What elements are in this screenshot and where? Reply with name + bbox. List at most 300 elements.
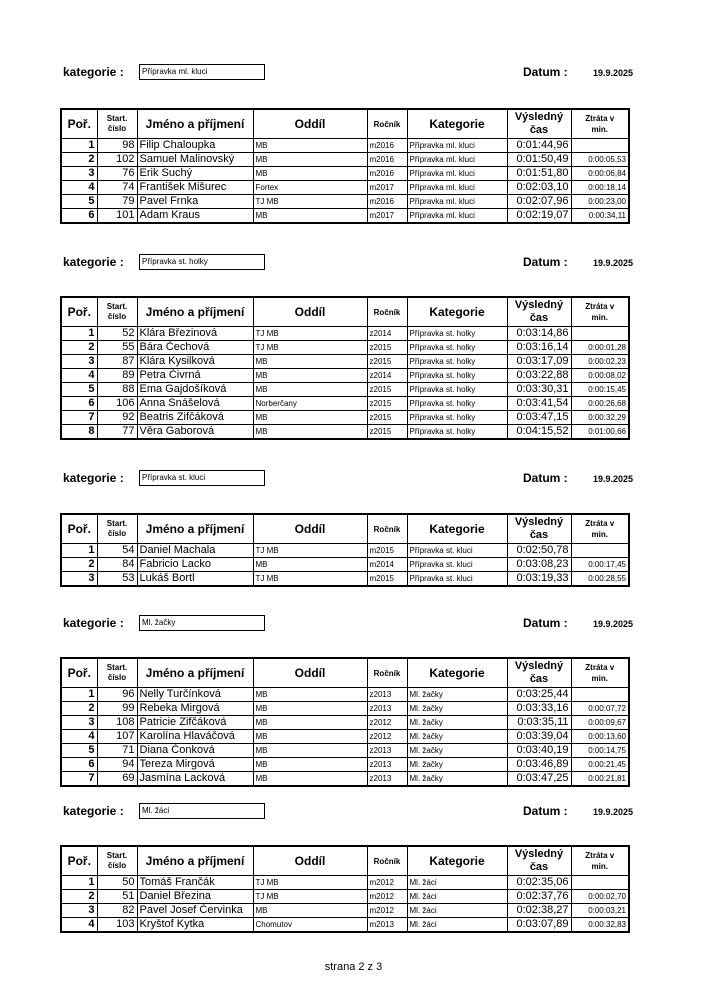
start-number: 88 bbox=[97, 383, 137, 397]
result-time: 0:03:14,86 bbox=[507, 327, 571, 341]
birth-year: z2015 bbox=[367, 355, 407, 369]
time-loss: 0:00:14,75 bbox=[571, 744, 629, 758]
club: MB bbox=[253, 772, 367, 787]
header-place: Poř. bbox=[61, 846, 97, 876]
header-row bbox=[61, 846, 629, 876]
place: 3 bbox=[61, 716, 97, 730]
place: 2 bbox=[61, 558, 97, 572]
category: Přípravka st. holky bbox=[407, 327, 507, 341]
results-table bbox=[60, 657, 630, 787]
birth-year: z2013 bbox=[367, 744, 407, 758]
birth-year: z2013 bbox=[367, 758, 407, 772]
athlete-name: Věra Gaborová bbox=[137, 425, 253, 440]
place: 1 bbox=[61, 688, 97, 702]
category-label: kategorie : bbox=[63, 616, 124, 630]
athlete-name: Fabricio Lacko bbox=[137, 558, 253, 572]
date-label: Datum : bbox=[523, 255, 568, 269]
birth-year: m2014 bbox=[367, 558, 407, 572]
athlete-name: Klára Březinová bbox=[137, 327, 253, 341]
start-number: 103 bbox=[97, 918, 137, 933]
club: MB bbox=[253, 355, 367, 369]
athlete-name: Nelly Turčínková bbox=[137, 688, 253, 702]
header-start-number: Start. číslo bbox=[97, 514, 137, 544]
header-name: Jméno a příjmení bbox=[137, 658, 253, 688]
table-row bbox=[61, 397, 629, 411]
date-value: 19.9.2025 bbox=[593, 68, 634, 78]
birth-year: z2015 bbox=[367, 341, 407, 355]
category: Ml. žačky bbox=[407, 758, 507, 772]
place: 1 bbox=[61, 544, 97, 558]
header-row bbox=[61, 109, 629, 139]
header-time-loss: Ztráta v min. bbox=[571, 109, 629, 139]
category: Přípravka st. kluci bbox=[407, 558, 507, 572]
start-number: 74 bbox=[97, 181, 137, 195]
club: TJ MB bbox=[253, 341, 367, 355]
athlete-name: František Mišurec bbox=[137, 181, 253, 195]
time-loss: 0:00:26,68 bbox=[571, 397, 629, 411]
category: Přípravka st. holky bbox=[407, 383, 507, 397]
header-result-time: Výsledný čas bbox=[507, 846, 571, 876]
header-place: Poř. bbox=[61, 514, 97, 544]
birth-year: m2016 bbox=[367, 195, 407, 209]
header-name: Jméno a příjmení bbox=[137, 109, 253, 139]
time-loss: 0:00:17,45 bbox=[571, 558, 629, 572]
result-time: 0:03:22,88 bbox=[507, 369, 571, 383]
category: Ml. žačky bbox=[407, 772, 507, 787]
header-result-time: Výsledný čas bbox=[507, 297, 571, 327]
place: 1 bbox=[61, 139, 97, 153]
result-time: 0:03:30,31 bbox=[507, 383, 571, 397]
birth-year: z2015 bbox=[367, 411, 407, 425]
header-category: Kategorie bbox=[407, 514, 507, 544]
category: Ml. žáci bbox=[407, 876, 507, 890]
start-number: 96 bbox=[97, 688, 137, 702]
category-header bbox=[0, 470, 707, 490]
category: Přípravka st. holky bbox=[407, 355, 507, 369]
birth-year: z2015 bbox=[367, 425, 407, 440]
club: MB bbox=[253, 730, 367, 744]
club: MB bbox=[253, 716, 367, 730]
header-result-time: Výsledný čas bbox=[507, 658, 571, 688]
result-time: 0:02:03,10 bbox=[507, 181, 571, 195]
table-row bbox=[61, 355, 629, 369]
athlete-name: Kryštof Kytka bbox=[137, 918, 253, 933]
start-number: 89 bbox=[97, 369, 137, 383]
header-row bbox=[61, 514, 629, 544]
header-club: Oddíl bbox=[253, 109, 367, 139]
result-time: 0:03:07,89 bbox=[507, 918, 571, 933]
time-loss: 0:00:07,72 bbox=[571, 702, 629, 716]
club: MB bbox=[253, 411, 367, 425]
place: 2 bbox=[61, 890, 97, 904]
club: Chomutov bbox=[253, 918, 367, 933]
start-number: 99 bbox=[97, 702, 137, 716]
time-loss: 0:00:15,45 bbox=[571, 383, 629, 397]
table-row bbox=[61, 716, 629, 730]
table-row bbox=[61, 544, 629, 558]
start-number: 94 bbox=[97, 758, 137, 772]
start-number: 92 bbox=[97, 411, 137, 425]
category: Ml. žáci bbox=[407, 890, 507, 904]
header-category: Kategorie bbox=[407, 297, 507, 327]
result-time: 0:03:35,11 bbox=[507, 716, 571, 730]
category-label: kategorie : bbox=[63, 471, 124, 485]
start-number: 52 bbox=[97, 327, 137, 341]
start-number: 55 bbox=[97, 341, 137, 355]
category-label: kategorie : bbox=[63, 255, 124, 269]
birth-year: m2017 bbox=[367, 181, 407, 195]
header-time-loss: Ztráta v min. bbox=[571, 658, 629, 688]
result-time: 0:01:50,49 bbox=[507, 153, 571, 167]
category: Ml. žačky bbox=[407, 730, 507, 744]
place: 3 bbox=[61, 572, 97, 587]
athlete-name: Tereza Mirgová bbox=[137, 758, 253, 772]
category: Ml. žačky bbox=[407, 744, 507, 758]
place: 5 bbox=[61, 195, 97, 209]
header-start-number: Start. číslo bbox=[97, 109, 137, 139]
time-loss: 0:00:05,53 bbox=[571, 153, 629, 167]
category: Přípravka ml. kluci bbox=[407, 181, 507, 195]
category-header bbox=[0, 615, 707, 635]
result-time: 0:02:07,96 bbox=[507, 195, 571, 209]
birth-year: z2015 bbox=[367, 383, 407, 397]
table-row bbox=[61, 572, 629, 587]
time-loss: 0:00:18,14 bbox=[571, 181, 629, 195]
birth-year: z2014 bbox=[367, 327, 407, 341]
athlete-name: Anna Snášelová bbox=[137, 397, 253, 411]
table-row bbox=[61, 195, 629, 209]
birth-year: m2013 bbox=[367, 918, 407, 933]
header-birth-year: Ročník bbox=[367, 514, 407, 544]
athlete-name: Ema Gajdošíková bbox=[137, 383, 253, 397]
athlete-name: Klára Kysilková bbox=[137, 355, 253, 369]
header-place: Poř. bbox=[61, 658, 97, 688]
time-loss: 0:00:32,83 bbox=[571, 918, 629, 933]
date-value: 19.9.2025 bbox=[593, 807, 634, 817]
table-row bbox=[61, 327, 629, 341]
header-club: Oddíl bbox=[253, 514, 367, 544]
time-loss: 0:00:32,29 bbox=[571, 411, 629, 425]
table-row bbox=[61, 341, 629, 355]
athlete-name: Erik Suchý bbox=[137, 167, 253, 181]
header-start-number: Start. číslo bbox=[97, 658, 137, 688]
result-time: 0:03:19,33 bbox=[507, 572, 571, 587]
athlete-name: Karolína Hlaváčová bbox=[137, 730, 253, 744]
start-number: 98 bbox=[97, 139, 137, 153]
category: Přípravka st. holky bbox=[407, 341, 507, 355]
club: MB bbox=[253, 702, 367, 716]
start-number: 107 bbox=[97, 730, 137, 744]
result-time: 0:02:35,06 bbox=[507, 876, 571, 890]
athlete-name: Diana Čonková bbox=[137, 744, 253, 758]
start-number: 50 bbox=[97, 876, 137, 890]
result-time: 0:01:44,96 bbox=[507, 139, 571, 153]
place: 8 bbox=[61, 425, 97, 440]
category: Přípravka st. holky bbox=[407, 369, 507, 383]
header-row bbox=[61, 297, 629, 327]
club: Fortex bbox=[253, 181, 367, 195]
date-label: Datum : bbox=[523, 616, 568, 630]
result-time: 0:03:41,54 bbox=[507, 397, 571, 411]
place: 2 bbox=[61, 341, 97, 355]
birth-year: z2013 bbox=[367, 702, 407, 716]
table-row bbox=[61, 209, 629, 224]
start-number: 76 bbox=[97, 167, 137, 181]
time-loss: 0:00:09,67 bbox=[571, 716, 629, 730]
athlete-name: Daniel Březina bbox=[137, 890, 253, 904]
athlete-name: Adam Kraus bbox=[137, 209, 253, 224]
athlete-name: Samuel Malinovský bbox=[137, 153, 253, 167]
result-time: 0:03:16,14 bbox=[507, 341, 571, 355]
time-loss: 0:00:13,60 bbox=[571, 730, 629, 744]
time-loss: 0:01:00,66 bbox=[571, 425, 629, 440]
birth-year: m2015 bbox=[367, 572, 407, 587]
birth-year: z2015 bbox=[367, 397, 407, 411]
time-loss: 0:00:01,28 bbox=[571, 341, 629, 355]
place: 1 bbox=[61, 327, 97, 341]
start-number: 71 bbox=[97, 744, 137, 758]
place: 7 bbox=[61, 772, 97, 787]
start-number: 102 bbox=[97, 153, 137, 167]
athlete-name: Tomáš Frančák bbox=[137, 876, 253, 890]
header-start-number: Start. číslo bbox=[97, 297, 137, 327]
place: 4 bbox=[61, 369, 97, 383]
birth-year: m2012 bbox=[367, 876, 407, 890]
birth-year: m2012 bbox=[367, 904, 407, 918]
birth-year: m2015 bbox=[367, 544, 407, 558]
category: Ml. žáci bbox=[407, 904, 507, 918]
athlete-name: Lukáš Bortl bbox=[137, 572, 253, 587]
club: TJ MB bbox=[253, 327, 367, 341]
table-row bbox=[61, 411, 629, 425]
header-time-loss: Ztráta v min. bbox=[571, 846, 629, 876]
time-loss bbox=[571, 544, 629, 558]
time-loss: 0:00:06,84 bbox=[571, 167, 629, 181]
table-row bbox=[61, 876, 629, 890]
header-result-time: Výsledný čas bbox=[507, 514, 571, 544]
category-value: Ml. žačky bbox=[139, 615, 265, 631]
header-time-loss: Ztráta v min. bbox=[571, 297, 629, 327]
athlete-name: Filip Chaloupka bbox=[137, 139, 253, 153]
category-value: Ml. žáci bbox=[139, 803, 265, 819]
results-table bbox=[60, 108, 630, 224]
club: TJ MB bbox=[253, 572, 367, 587]
start-number: 87 bbox=[97, 355, 137, 369]
category: Ml. žačky bbox=[407, 688, 507, 702]
header-row bbox=[61, 658, 629, 688]
header-time-loss: Ztráta v min. bbox=[571, 514, 629, 544]
club: MB bbox=[253, 558, 367, 572]
header-category: Kategorie bbox=[407, 658, 507, 688]
place: 6 bbox=[61, 397, 97, 411]
table-row bbox=[61, 425, 629, 440]
start-number: 108 bbox=[97, 716, 137, 730]
birth-year: z2013 bbox=[367, 772, 407, 787]
header-birth-year: Ročník bbox=[367, 297, 407, 327]
category: Ml. žačky bbox=[407, 716, 507, 730]
table-row bbox=[61, 167, 629, 181]
category-label: kategorie : bbox=[63, 804, 124, 818]
time-loss bbox=[571, 876, 629, 890]
place: 4 bbox=[61, 918, 97, 933]
header-birth-year: Ročník bbox=[367, 846, 407, 876]
birth-year: z2013 bbox=[367, 688, 407, 702]
birth-year: m2012 bbox=[367, 890, 407, 904]
club: Norberčany bbox=[253, 397, 367, 411]
category: Přípravka ml. kluci bbox=[407, 153, 507, 167]
place: 2 bbox=[61, 153, 97, 167]
result-time: 0:03:25,44 bbox=[507, 688, 571, 702]
time-loss: 0:00:23,00 bbox=[571, 195, 629, 209]
start-number: 79 bbox=[97, 195, 137, 209]
club: TJ MB bbox=[253, 876, 367, 890]
start-number: 51 bbox=[97, 890, 137, 904]
start-number: 53 bbox=[97, 572, 137, 587]
header-result-time: Výsledný čas bbox=[507, 109, 571, 139]
header-place: Poř. bbox=[61, 109, 97, 139]
time-loss: 0:00:21,81 bbox=[571, 772, 629, 787]
club: MB bbox=[253, 425, 367, 440]
category: Přípravka ml. kluci bbox=[407, 139, 507, 153]
time-loss: 0:00:03,21 bbox=[571, 904, 629, 918]
result-time: 0:02:19,07 bbox=[507, 209, 571, 224]
result-time: 0:03:08,23 bbox=[507, 558, 571, 572]
place: 2 bbox=[61, 702, 97, 716]
date-value: 19.9.2025 bbox=[593, 474, 634, 484]
place: 1 bbox=[61, 876, 97, 890]
date-value: 19.9.2025 bbox=[593, 258, 634, 268]
category: Přípravka ml. kluci bbox=[407, 209, 507, 224]
result-time: 0:02:38,27 bbox=[507, 904, 571, 918]
category: Ml. žačky bbox=[407, 702, 507, 716]
table-row bbox=[61, 890, 629, 904]
club: MB bbox=[253, 167, 367, 181]
start-number: 84 bbox=[97, 558, 137, 572]
header-name: Jméno a příjmení bbox=[137, 514, 253, 544]
table-row bbox=[61, 904, 629, 918]
header-place: Poř. bbox=[61, 297, 97, 327]
category-value: Přípravka st. holky bbox=[139, 254, 265, 270]
page-footer: strana 2 z 3 bbox=[324, 961, 383, 973]
place: 5 bbox=[61, 383, 97, 397]
start-number: 77 bbox=[97, 425, 137, 440]
athlete-name: Jasmína Lacková bbox=[137, 772, 253, 787]
table-row bbox=[61, 383, 629, 397]
table-row bbox=[61, 730, 629, 744]
header-birth-year: Ročník bbox=[367, 109, 407, 139]
place: 3 bbox=[61, 904, 97, 918]
header-name: Jméno a příjmení bbox=[137, 846, 253, 876]
header-start-number: Start. číslo bbox=[97, 846, 137, 876]
category: Přípravka st. kluci bbox=[407, 572, 507, 587]
result-time: 0:01:51,80 bbox=[507, 167, 571, 181]
category: Přípravka st. kluci bbox=[407, 544, 507, 558]
header-category: Kategorie bbox=[407, 109, 507, 139]
category: Přípravka st. holky bbox=[407, 425, 507, 440]
club: TJ MB bbox=[253, 890, 367, 904]
result-time: 0:02:37,76 bbox=[507, 890, 571, 904]
result-time: 0:03:39,04 bbox=[507, 730, 571, 744]
birth-year: m2016 bbox=[367, 139, 407, 153]
time-loss bbox=[571, 327, 629, 341]
birth-year: z2014 bbox=[367, 369, 407, 383]
birth-year: z2012 bbox=[367, 730, 407, 744]
place: 6 bbox=[61, 758, 97, 772]
club: MB bbox=[253, 209, 367, 224]
table-row bbox=[61, 758, 629, 772]
result-time: 0:03:47,15 bbox=[507, 411, 571, 425]
start-number: 54 bbox=[97, 544, 137, 558]
place: 5 bbox=[61, 744, 97, 758]
table-row bbox=[61, 153, 629, 167]
result-time: 0:02:50,78 bbox=[507, 544, 571, 558]
category: Ml. žáci bbox=[407, 918, 507, 933]
header-birth-year: Ročník bbox=[367, 658, 407, 688]
date-value: 19.9.2025 bbox=[593, 619, 634, 629]
club: MB bbox=[253, 139, 367, 153]
date-label: Datum : bbox=[523, 471, 568, 485]
result-time: 0:04:15,52 bbox=[507, 425, 571, 440]
time-loss bbox=[571, 688, 629, 702]
club: MB bbox=[253, 383, 367, 397]
category-label: kategorie : bbox=[63, 65, 124, 79]
athlete-name: Patricie Zifčáková bbox=[137, 716, 253, 730]
place: 3 bbox=[61, 355, 97, 369]
header-category: Kategorie bbox=[407, 846, 507, 876]
time-loss bbox=[571, 139, 629, 153]
time-loss: 0:00:34,11 bbox=[571, 209, 629, 224]
time-loss: 0:00:08,02 bbox=[571, 369, 629, 383]
club: MB bbox=[253, 904, 367, 918]
table-row bbox=[61, 772, 629, 787]
club: MB bbox=[253, 369, 367, 383]
athlete-name: Pavel Frnka bbox=[137, 195, 253, 209]
time-loss: 0:00:28,55 bbox=[571, 572, 629, 587]
start-number: 101 bbox=[97, 209, 137, 224]
category-value: Přípravka st. kluci bbox=[139, 470, 265, 486]
place: 7 bbox=[61, 411, 97, 425]
club: TJ MB bbox=[253, 544, 367, 558]
category: Přípravka st. holky bbox=[407, 411, 507, 425]
time-loss: 0:00:02,70 bbox=[571, 890, 629, 904]
category-header bbox=[0, 803, 707, 823]
table-row bbox=[61, 688, 629, 702]
category-header bbox=[0, 64, 707, 84]
place: 3 bbox=[61, 167, 97, 181]
header-club: Oddíl bbox=[253, 658, 367, 688]
table-row bbox=[61, 181, 629, 195]
category: Přípravka st. holky bbox=[407, 397, 507, 411]
table-row bbox=[61, 702, 629, 716]
athlete-name: Pavel Josef Červinka bbox=[137, 904, 253, 918]
result-time: 0:03:17,09 bbox=[507, 355, 571, 369]
club: MB bbox=[253, 688, 367, 702]
athlete-name: Daniel Machala bbox=[137, 544, 253, 558]
start-number: 69 bbox=[97, 772, 137, 787]
athlete-name: Rebeka Mirgová bbox=[137, 702, 253, 716]
athlete-name: Petra Čivrná bbox=[137, 369, 253, 383]
date-label: Datum : bbox=[523, 804, 568, 818]
results-table bbox=[60, 296, 630, 440]
club: MB bbox=[253, 153, 367, 167]
birth-year: m2016 bbox=[367, 153, 407, 167]
header-club: Oddíl bbox=[253, 846, 367, 876]
result-time: 0:03:46,89 bbox=[507, 758, 571, 772]
date-label: Datum : bbox=[523, 65, 568, 79]
club: TJ MB bbox=[253, 195, 367, 209]
table-row bbox=[61, 369, 629, 383]
table-row bbox=[61, 558, 629, 572]
